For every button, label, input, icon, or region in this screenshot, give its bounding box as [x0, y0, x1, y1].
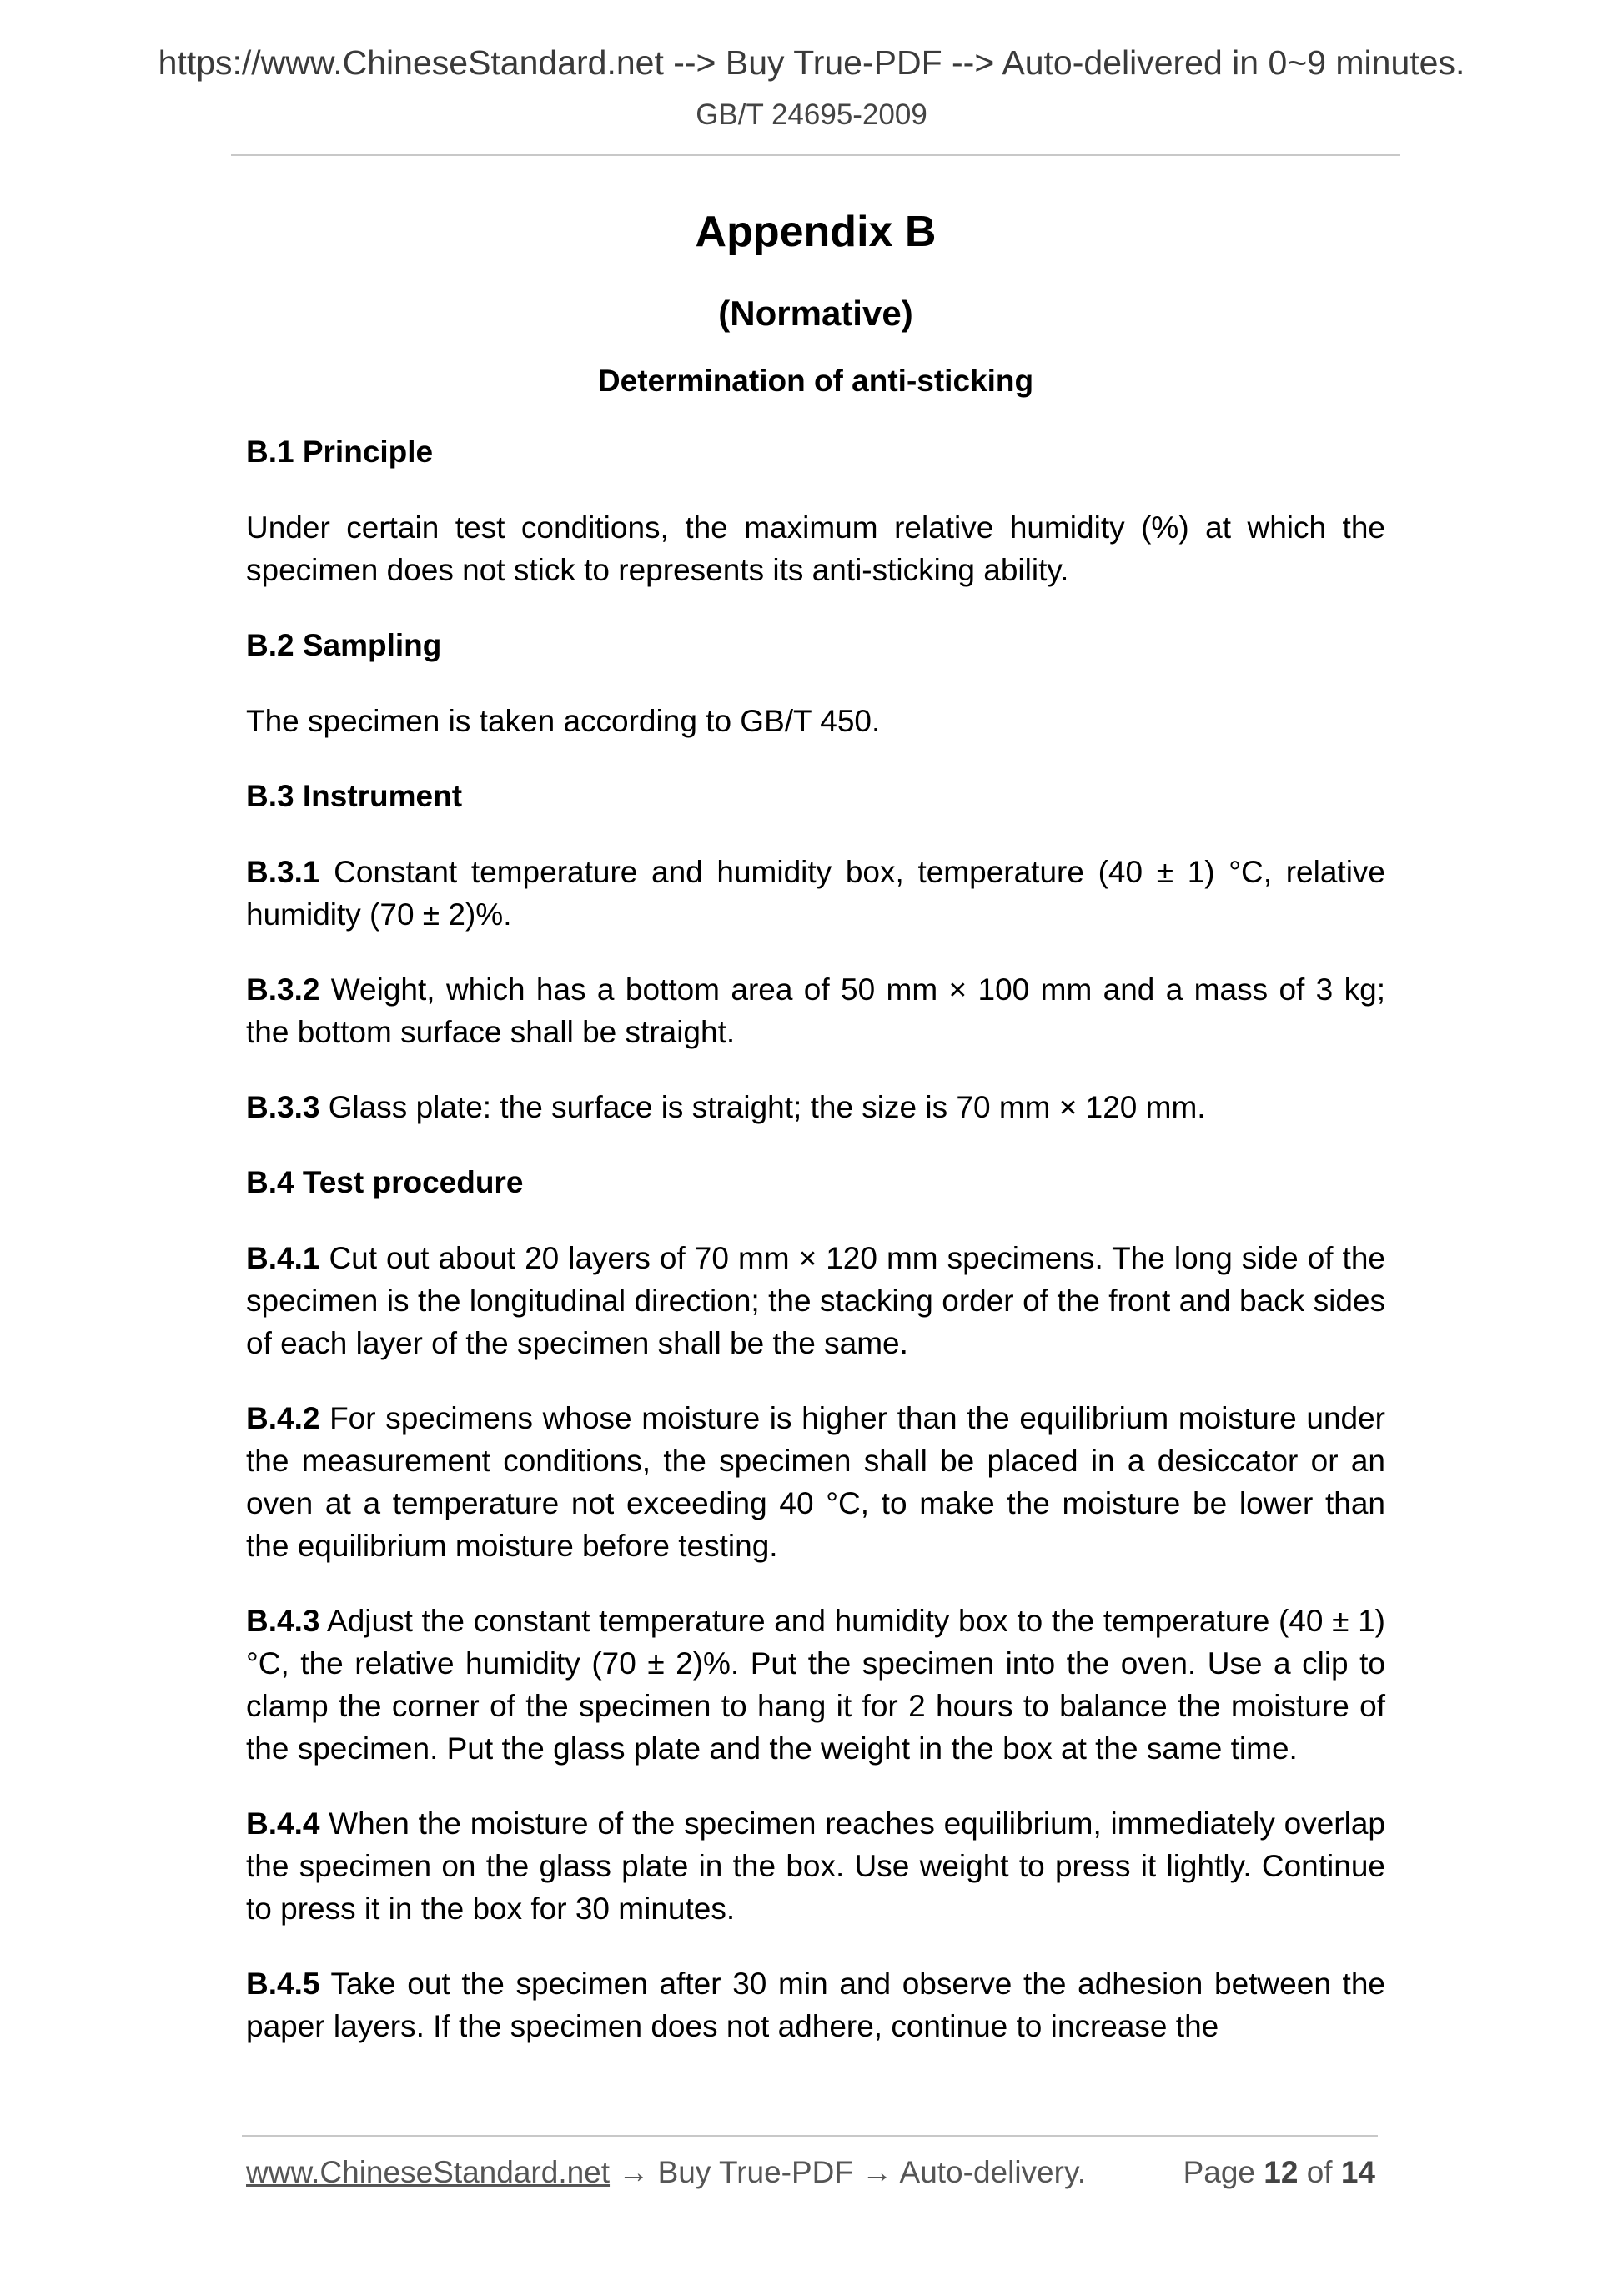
standard-code: GB/T 24695-2009	[696, 98, 927, 131]
clause-number: B.4.5	[246, 1967, 320, 2001]
paragraph-b1: Under certain test conditions, the maximum relative humidity (%) at which the specimen does not stick to represents its anti-sticking ability.	[246, 510, 1385, 587]
clause-text: When the moisture of the specimen reaches equilibrium, immediately overlap the specimen on the glass plate in the box. Use weight to press it lightly. Continue to press it in the box for 30 minutes.	[246, 1806, 1385, 1926]
clause-number: B.3.1	[246, 855, 320, 889]
paragraph-b4-5	[246, 1962, 1385, 2047]
clause-number: B.3.3	[246, 1090, 320, 1124]
clause-number: B.4.1	[246, 1241, 320, 1275]
appendix-subtitle: (Normative)	[718, 294, 913, 333]
clause-text: Glass plate: the surface is straight; the size is 70 mm × 120 mm.	[319, 1090, 1206, 1124]
paragraph-b4-2	[246, 1397, 1385, 1567]
section-heading-b4: B.4 Test procedure	[246, 1165, 524, 1199]
clause-text: Adjust the constant temperature and humidity box to the temperature (40 ± 1) °C, the relative humidity (70 ± 2)%. Put the specimen into the oven. Use a clip to clamp the corner of the specimen to hang it for 2 hours to balance the moisture of the specimen. Put the glass plate and the weight in the box at the same time.	[246, 1604, 1385, 1766]
section-heading-b3: B.3 Instrument	[246, 779, 463, 813]
paragraph-b3-2	[246, 968, 1385, 1053]
page-total: 14	[1340, 2155, 1375, 2189]
clause-number: B.4.3	[246, 1604, 320, 1638]
clause-text: For specimens whose moisture is higher than the equilibrium moisture under the measurement conditions, the specimen shall be placed in a desiccator or an oven at a temperature not exceeding 40 °C, to make the moisture be lower than the equilibrium moisture before testing.	[246, 1401, 1385, 1563]
page-indicator	[1183, 2155, 1375, 2190]
clause-text: Take out the specimen after 30 min and observe the adhesion between the paper layers. If the specimen does not adhere, continue to increase the	[246, 1967, 1385, 2043]
paragraph-b4-4	[246, 1802, 1385, 1930]
clause-number: B.4.4	[246, 1806, 320, 1841]
top-banner: https://www.ChineseStandard.net --> Buy True-PDF --> Auto-delivered in 0~9 minutes.	[158, 43, 1465, 82]
header-divider	[231, 154, 1400, 156]
clause-number: B.3.2	[246, 972, 320, 1007]
document-body	[246, 198, 1385, 2047]
appendix-title: Appendix B	[695, 208, 937, 256]
footer-left	[246, 2155, 1086, 2190]
of-label: of	[1298, 2155, 1341, 2189]
clause-text: Cut out about 20 layers of 70 mm × 120 mm specimens. The long side of the specimen is the longitudinal direction; the stacking order of the front and back sides of each layer of the specimen shall be the same.	[246, 1241, 1385, 1360]
clause-text: Constant temperature and humidity box, temperature (40 ± 1) °C, relative humidity (70 ± 2)%.	[246, 855, 1385, 932]
paragraph-b3-3	[246, 1086, 1385, 1128]
clause-text: Weight, which has a bottom area of 50 mm × 100 mm and a mass of 3 kg; the bottom surface shall be straight.	[246, 972, 1385, 1049]
page-number: 12	[1264, 2155, 1299, 2189]
paragraph-b4-3	[246, 1600, 1385, 1770]
appendix-subject: Determination of anti-sticking	[597, 364, 1034, 398]
paragraph-b2: The specimen is taken according to GB/T 450.	[246, 704, 881, 738]
site-link[interactable]: www.ChineseStandard.net	[246, 2155, 611, 2189]
page-footer	[246, 2155, 1382, 2197]
footer-tagline: → Buy True-PDF → Auto-delivery.	[610, 2155, 1086, 2189]
section-heading-b1: B.1 Principle	[246, 435, 434, 469]
clause-number: B.4.2	[246, 1401, 320, 1435]
paragraph-b3-1	[246, 851, 1385, 936]
section-heading-b2: B.2 Sampling	[246, 628, 442, 662]
paragraph-b4-1	[246, 1237, 1385, 1364]
footer-divider	[242, 2135, 1378, 2137]
page-label: Page	[1183, 2155, 1264, 2189]
